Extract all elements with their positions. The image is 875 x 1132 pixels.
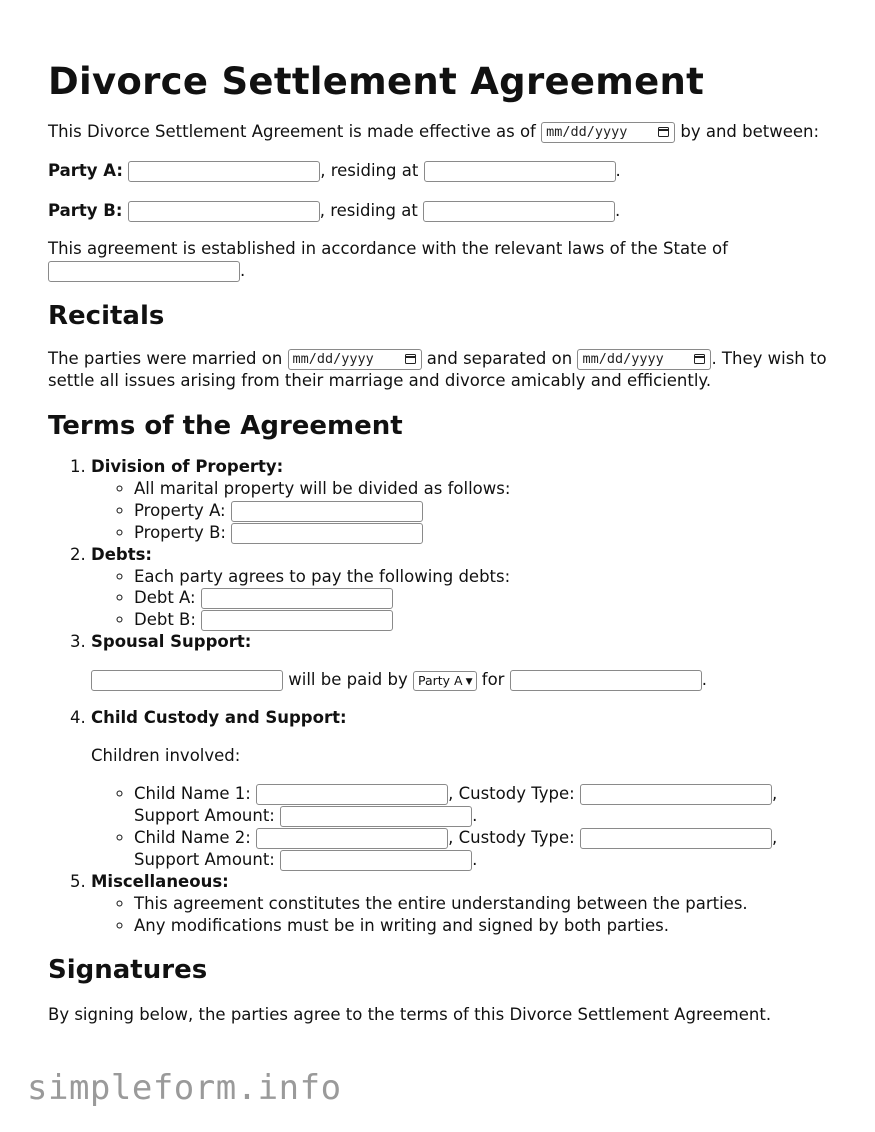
custody-title: Child Custody and Support: xyxy=(91,708,347,727)
separation-date-placeholder: mm/dd/yyyy xyxy=(582,351,664,367)
list-item xyxy=(134,478,838,500)
spousal-section xyxy=(91,631,838,707)
marriage-date-input[interactable] xyxy=(288,349,422,370)
list-item xyxy=(134,783,838,827)
chevron-down-icon: ▼ xyxy=(465,676,473,687)
calendar-icon[interactable] xyxy=(658,127,669,137)
child-2-label: Child Name 2: xyxy=(134,828,251,847)
terms-heading: Terms of the Agreement xyxy=(48,411,403,441)
child-2-support-label: Support Amount: xyxy=(134,850,275,869)
married-text: The parties were married on xyxy=(48,349,283,368)
debt-a-label: Debt A: xyxy=(134,588,196,607)
spousal-duration-input[interactable] xyxy=(510,670,702,691)
debt-a-input[interactable] xyxy=(201,588,393,609)
misc-section xyxy=(91,871,838,936)
state-input[interactable] xyxy=(48,261,240,282)
child-1-period: . xyxy=(472,806,478,825)
property-b-label: Property B: xyxy=(134,522,226,542)
party-a-period: . xyxy=(615,161,621,180)
payer-selected-value: Party A xyxy=(418,672,463,688)
list-item: ◦ This agreement constitutes the entire understanding between the parties. xyxy=(134,893,838,915)
child-2-name-input[interactable] xyxy=(256,828,448,849)
debt-b-label: Debt B: xyxy=(134,610,196,629)
child-2-custody-label: , Custody Type: xyxy=(448,828,575,847)
marriage-date-placeholder: mm/dd/yyyy xyxy=(292,351,374,367)
separation-date-input[interactable] xyxy=(577,349,711,370)
custody-section xyxy=(91,707,838,871)
party-b-label: Party B: xyxy=(48,201,123,220)
separated-text: and separated on xyxy=(426,349,573,368)
debts-list xyxy=(91,566,838,632)
signatures-text: By signing below, the parties agree to the terms of this Divorce Settlement Agreement. xyxy=(48,1005,772,1024)
page-title: Divorce Settlement Agreement xyxy=(48,60,705,103)
debts-title: Debts: xyxy=(91,544,153,564)
state-text: This agreement is established in accordance with the relevant laws of the State of xyxy=(48,239,728,258)
spousal-line xyxy=(91,669,838,691)
party-a-line xyxy=(48,159,838,183)
party-a-label: Party A: xyxy=(48,161,123,180)
recitals-heading: Recitals xyxy=(48,301,165,331)
property-title: Division of Property: xyxy=(91,457,284,476)
debts-intro: Each party agrees to pay the following debts: xyxy=(134,566,511,586)
state-paragraph xyxy=(48,238,838,282)
list-item xyxy=(134,609,838,631)
list-item xyxy=(134,522,838,544)
list-item xyxy=(134,587,838,609)
list-item: ◦ Any modifications must be in writing and signed by both parties. xyxy=(134,915,838,937)
party-b-address-input[interactable] xyxy=(423,201,615,222)
property-b-input[interactable] xyxy=(231,523,423,544)
debts-section xyxy=(91,544,838,632)
spousal-period: . xyxy=(701,670,707,689)
spousal-title: Spousal Support: xyxy=(91,632,252,651)
party-a-address-input[interactable] xyxy=(424,161,616,182)
party-b-line xyxy=(48,199,838,223)
property-a-label: Property A: xyxy=(134,500,226,520)
signatures-heading: Signatures xyxy=(48,955,208,985)
party-b-name-input[interactable] xyxy=(128,201,320,222)
property-intro: All marital property will be divided as follows: xyxy=(134,479,511,498)
party-a-residing-label: , residing at xyxy=(320,161,419,180)
child-1-name-input[interactable] xyxy=(256,784,448,805)
recitals-closing-text: . They wish to settle all issues arising from their marriage and divorce amicably and efficiently. xyxy=(48,349,827,390)
child-1-comma: , xyxy=(771,784,778,803)
child-2-period: . xyxy=(472,850,478,869)
property-a-input[interactable] xyxy=(231,501,423,522)
child-2-support-input[interactable] xyxy=(280,850,472,871)
property-section xyxy=(91,456,838,544)
recitals-paragraph xyxy=(48,348,838,392)
children-involved-label: Children involved: xyxy=(91,746,241,765)
misc-title: Miscellaneous: xyxy=(91,872,229,891)
party-b-period: . xyxy=(615,201,621,220)
property-list xyxy=(91,478,838,544)
debt-b-input[interactable] xyxy=(201,610,393,631)
paid-by-text: will be paid by xyxy=(288,670,408,689)
effective-date-input[interactable] xyxy=(541,122,675,143)
state-period: . xyxy=(240,261,246,280)
child-1-custody-input[interactable] xyxy=(580,784,772,805)
effective-date-placeholder: mm/dd/yyyy xyxy=(546,124,628,140)
children-list xyxy=(91,783,838,871)
child-1-label: Child Name 1: xyxy=(134,784,251,803)
intro-paragraph xyxy=(48,121,838,143)
child-2-custody-input[interactable] xyxy=(580,828,772,849)
intro-text-after: by and between: xyxy=(680,122,820,141)
list-item xyxy=(134,566,838,588)
payer-select[interactable] xyxy=(413,671,477,691)
party-a-name-input[interactable] xyxy=(128,161,320,182)
document-page xyxy=(48,0,838,1026)
for-text: for xyxy=(481,670,505,689)
calendar-icon[interactable] xyxy=(694,354,705,364)
spousal-amount-input[interactable] xyxy=(91,670,283,691)
child-1-support-input[interactable] xyxy=(280,806,472,827)
party-b-residing-label: , residing at xyxy=(319,201,418,220)
child-1-support-label: Support Amount: xyxy=(134,806,275,825)
list-item xyxy=(134,827,838,871)
misc-list xyxy=(91,893,838,936)
child-1-custody-label: , Custody Type: xyxy=(448,784,575,803)
watermark: simpleform.info xyxy=(27,1068,342,1108)
intro-text-before: This Divorce Settlement Agreement is made effective as of xyxy=(48,122,536,141)
child-2-comma: , xyxy=(771,828,778,847)
calendar-icon[interactable] xyxy=(405,354,416,364)
list-item xyxy=(134,500,838,522)
terms-list xyxy=(48,456,838,936)
